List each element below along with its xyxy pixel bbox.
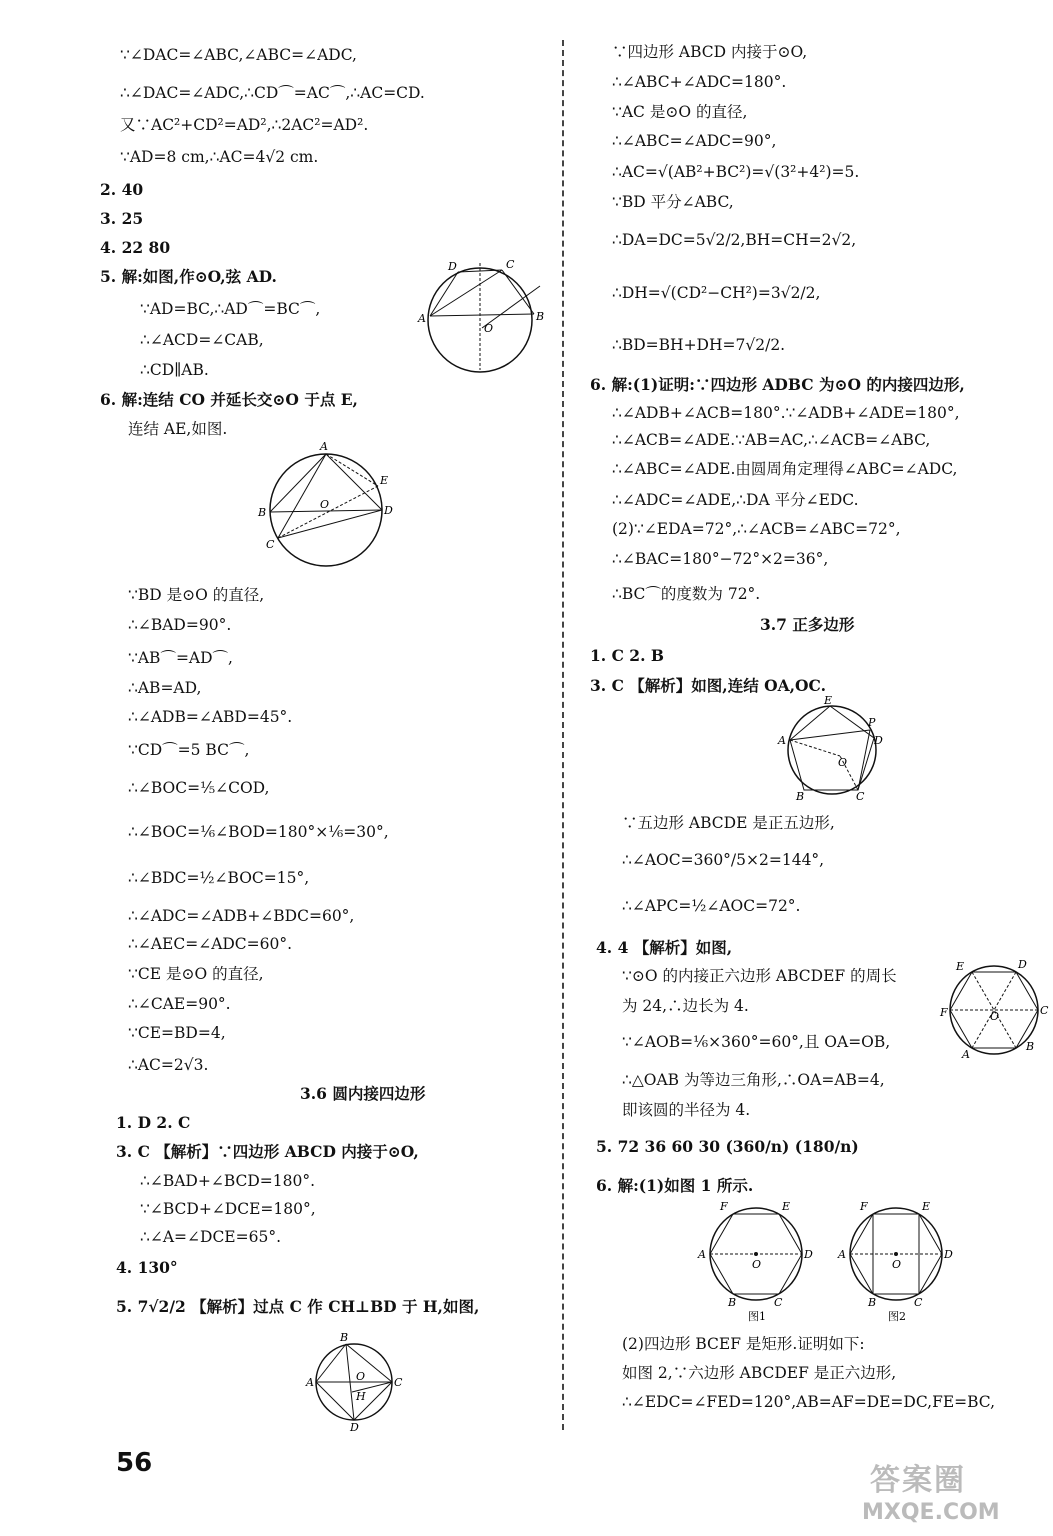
label-D: D: [1018, 958, 1027, 971]
left-line: 连结 AE,如图.: [128, 420, 228, 438]
right-line: ∴△OAB 为等边三角形,∴OA=AB=4,: [622, 1071, 885, 1089]
left-line: ∴AC=2√3.: [128, 1056, 209, 1074]
left-line: 2. 40: [100, 180, 144, 199]
left-line: ∵AD=8 cm,∴AC=4√2 cm.: [120, 148, 319, 166]
left-line: ∴∠A=∠DCE=65°.: [140, 1228, 282, 1246]
label-D: D: [944, 1248, 953, 1261]
section-heading-3-6: 3.6 圆内接四边形: [300, 1084, 426, 1103]
right-line: ∵四边形 ABCD 内接于⊙O,: [612, 43, 808, 61]
label-A: A: [838, 1248, 846, 1261]
left-line: ∵CE=BD=4,: [128, 1024, 226, 1042]
left-line: ∴∠DAC=∠ADC,∴CD⌒=AC⌒,∴AC=CD.: [120, 84, 425, 102]
label-O: O: [990, 1010, 1000, 1023]
label-C: C: [266, 538, 275, 551]
left-line: ∴∠ACD=∠CAB,: [140, 331, 264, 349]
watermark-logo: 答案圈: [870, 1463, 966, 1498]
label-B: B: [258, 506, 267, 519]
label-A: A: [306, 1376, 314, 1389]
figure-hexagon-2: [838, 1198, 962, 1322]
left-line: ∴∠CAE=90°.: [128, 995, 231, 1013]
label-C: C: [914, 1296, 923, 1309]
left-line: ∴∠BOC=⅕∠COD,: [128, 779, 270, 797]
right-line: 如图 2,∵六边形 ABCDEF 是正六边形,: [622, 1364, 897, 1382]
figure-regular-pentagon: [776, 694, 886, 802]
left-line: ∴∠ADB=∠ABD=45°.: [128, 708, 293, 726]
left-line: 4. 130°: [116, 1258, 178, 1277]
left-line: 1. D 2. C: [116, 1113, 191, 1132]
left-line: ∵AB⌒=AD⌒,: [128, 649, 233, 667]
label-E: E: [922, 1200, 931, 1213]
left-line: 6. 解:连结 CO 并延长交⊙O 于点 E,: [100, 390, 358, 409]
right-line: 3. C 【解析】如图,连结 OA,OC.: [590, 676, 826, 695]
left-line: ∴∠BAD=90°.: [128, 616, 232, 634]
label-A: A: [778, 734, 786, 747]
label-F: F: [940, 1006, 948, 1019]
right-line: ∵∠AOB=⅙×360°=60°,且 OA=OB,: [622, 1033, 891, 1051]
section-heading-3-7: 3.7 正多边形: [760, 615, 855, 634]
left-line: ∵∠DAC=∠ABC,∠ABC=∠ADC,: [120, 46, 357, 64]
right-line: 6. 解:(1)如图 1 所示.: [596, 1176, 754, 1195]
right-line: ∵BD 平分∠ABC,: [612, 193, 734, 211]
figure-inscribed-quadrilateral: [306, 1332, 406, 1432]
left-line: 3. 25: [100, 209, 144, 228]
right-line: 1. C 2. B: [590, 646, 664, 665]
right-line: ∴AC=√(AB²+BC²)=√(3²+4²)=5.: [612, 163, 860, 181]
figure-regular-hexagon: [940, 958, 1049, 1062]
label-D: D: [804, 1248, 813, 1261]
label-C: C: [856, 790, 865, 803]
right-line: ∴∠ADB+∠ACB=180°.∵∠ADB+∠ADE=180°,: [612, 404, 960, 422]
right-line: ∴∠APC=½∠AOC=72°.: [622, 897, 801, 915]
right-line: ∴∠ABC=∠ADC=90°,: [612, 132, 777, 150]
left-line: ∵AD=BC,∴AD⌒=BC⌒,: [140, 300, 321, 318]
left-line: ∴∠BOC=⅙∠BOD=180°×⅙=30°,: [128, 823, 389, 841]
left-line: 5. 解:如图,作⊙O,弦 AD.: [100, 267, 277, 286]
right-line: (2)∵∠EDA=72°,∴∠ACB=∠ABC=72°,: [612, 520, 901, 538]
right-line: 6. 解:(1)证明:∵四边形 ADBC 为⊙O 的内接四边形,: [590, 375, 965, 394]
label-F: F: [860, 1200, 868, 1213]
label-C: C: [394, 1376, 403, 1389]
right-line: 为 24,∴边长为 4.: [622, 997, 749, 1015]
right-line: ∵五边形 ABCDE 是正五边形,: [622, 814, 835, 832]
label-B: B: [340, 1331, 349, 1344]
right-line: ∴DA=DC=5√2/2,BH=CH=2√2,: [612, 231, 857, 249]
label-H: H: [356, 1390, 366, 1403]
label-P: P: [868, 716, 876, 729]
right-line: ∵AC 是⊙O 的直径,: [612, 103, 748, 121]
right-line: ∴∠AOC=360°/5×2=144°,: [622, 851, 825, 869]
label-A: A: [962, 1048, 970, 1061]
label-E: E: [824, 694, 833, 707]
right-line: ∴∠EDC=∠FED=120°,AB=AF=DE=DC,FE=BC,: [622, 1393, 996, 1411]
label-O: O: [752, 1258, 762, 1271]
label-O: O: [320, 498, 330, 511]
left-line: 4. 22 80: [100, 238, 171, 257]
figure-circle-chords: [418, 258, 548, 378]
right-line: ∴∠ACB=∠ADE.∵AB=AC,∴∠ACB=∠ABC,: [612, 431, 931, 449]
figure-circle-diameter: [256, 440, 396, 565]
left-line: ∴AB=AD,: [128, 679, 202, 697]
left-line: 又∵AC²+CD²=AD²,∴2AC²=AD².: [120, 116, 369, 134]
right-line: 4. 4 【解析】如图,: [596, 938, 733, 957]
left-line: ∴∠BAD+∠BCD=180°.: [140, 1172, 316, 1190]
left-line: 3. C 【解析】∵四边形 ABCD 内接于⊙O,: [116, 1142, 419, 1161]
figure-hexagon-1: [698, 1198, 822, 1322]
figure-caption-2: 图2: [888, 1310, 906, 1323]
label-A: A: [320, 440, 328, 453]
label-E: E: [956, 960, 965, 973]
label-C: C: [1040, 1004, 1049, 1017]
label-C: C: [506, 258, 515, 271]
label-C: C: [774, 1296, 783, 1309]
label-D: D: [384, 504, 393, 517]
label-B: B: [536, 310, 545, 323]
right-line: ∴BC⌒的度数为 72°.: [612, 585, 761, 603]
left-line: ∵∠BCD+∠DCE=180°,: [140, 1200, 316, 1218]
left-line: ∴∠AEC=∠ADC=60°.: [128, 935, 293, 953]
label-B: B: [796, 790, 805, 803]
label-O: O: [892, 1258, 902, 1271]
left-line: ∴CD∥AB.: [140, 361, 209, 379]
column-divider: [562, 40, 564, 1430]
right-line: 5. 72 36 60 30 (360/n) (180/n): [596, 1137, 859, 1156]
label-D: D: [350, 1421, 359, 1434]
left-line: ∵BD 是⊙O 的直径,: [128, 586, 265, 604]
left-line: ∴∠ADC=∠ADB+∠BDC=60°,: [128, 907, 355, 925]
right-line: ∴∠ADC=∠ADE,∴DA 平分∠EDC.: [612, 491, 859, 509]
label-O: O: [838, 756, 848, 769]
label-F: F: [720, 1200, 728, 1213]
label-A: A: [698, 1248, 706, 1261]
label-A: A: [418, 312, 426, 325]
label-B: B: [868, 1296, 877, 1309]
page-number: 56: [116, 1448, 153, 1478]
right-line: ∴∠BAC=180°−72°×2=36°,: [612, 550, 829, 568]
label-E: E: [782, 1200, 791, 1213]
left-line: ∵CE 是⊙O 的直径,: [128, 965, 264, 983]
right-line: ∵⊙O 的内接正六边形 ABCDEF 的周长: [622, 967, 897, 985]
label-D: D: [448, 260, 457, 273]
label-B: B: [1026, 1040, 1035, 1053]
figure-caption-1: 图1: [748, 1310, 766, 1323]
label-O: O: [356, 1370, 366, 1383]
right-line: 即该圆的半径为 4.: [622, 1101, 751, 1119]
left-line: ∴∠BDC=½∠BOC=15°,: [128, 869, 310, 887]
label-D: D: [874, 734, 883, 747]
label-O: O: [484, 322, 494, 335]
right-line: (2)四边形 BCEF 是矩形.证明如下:: [622, 1335, 865, 1353]
right-line: ∴BD=BH+DH=7√2/2.: [612, 336, 786, 354]
left-line: ∵CD⌒=5 BC⌒,: [128, 741, 250, 759]
right-line: ∴∠ABC+∠ADC=180°.: [612, 73, 787, 91]
label-B: B: [728, 1296, 737, 1309]
left-line: 5. 7√2/2 【解析】过点 C 作 CH⊥BD 于 H,如图,: [116, 1297, 480, 1316]
right-line: ∴DH=√(CD²−CH²)=3√2/2,: [612, 284, 821, 302]
right-line: ∴∠ABC=∠ADE.由圆周角定理得∠ABC=∠ADC,: [612, 460, 958, 478]
label-E: E: [380, 474, 389, 487]
watermark-url: MXQE.COM: [862, 1500, 1000, 1525]
